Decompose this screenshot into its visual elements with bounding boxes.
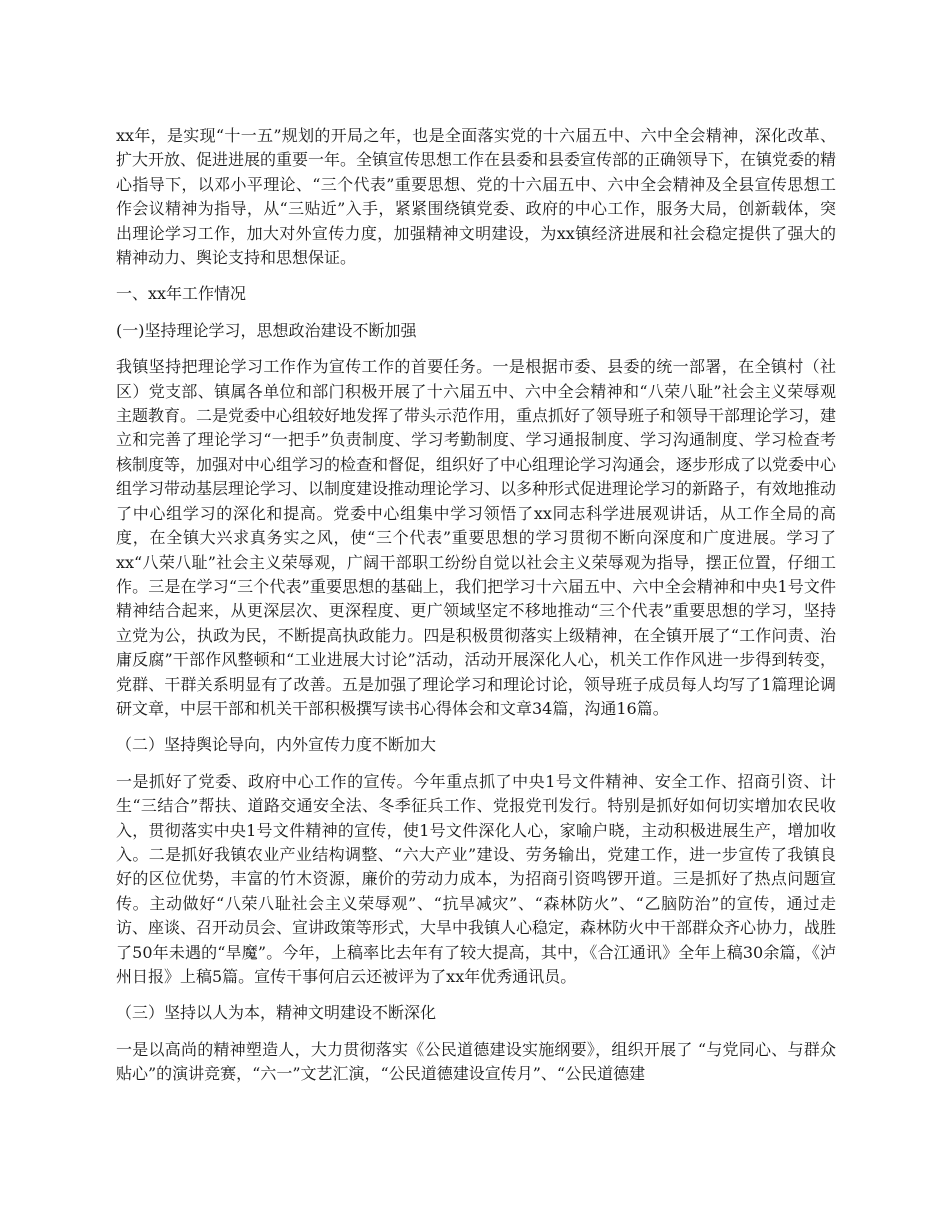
subsection-2-paragraph: 一是抓好了党委、政府中心工作的宣传。今年重点抓了中央1号文件精神、安全工作、招商引资、计生“三结合”帮扶、道路交通安全法、冬季征兵工作、党报党刊发行。特别是抓好如何切实增加农民收入，贯彻落实中央1号文件精神的宣传，使1号文件深化人心，家喻户晓，主动积极进展生产，增加收入。二是抓好我镇农业产业结构调整、“六大产业”建设、劳务输出，党建工作，进一步宣传了我镇良好的区位优势，丰富的竹木资源，廉价的劳动力成本，为招商引资鸣锣开道。三是抓好了热点问题宣传。主动做好“八荣八耻社会主义荣辱观”、“抗旱减灾”、“森林防火”、“乙脑防治”的宣传，通过走访、座谈、召开动员会、宣讲政策等形式，大旱中我镇人心稳定，森林防火中干部群众齐心协力，战胜了50年未遇的“旱魔”。今年，上稿率比去年有了较大提高，其中，《合江通讯》全年上稿30余篇，《泸州日报》上稿5篇。宣传干事何启云还被评为了xx年优秀通讯员。 — [116, 771, 837, 986]
subsection-1-paragraph: 我镇坚持把理论学习工作作为宣传工作的首要任务。一是根据市委、县委的统一部署，在全镇村（社区）党支部、镇属各单位和部门积极开展了十六届五中、六中全会精神和“八荣八耻”社会主义荣辱观主题教育。二是党委中心组较好地发挥了带头示范作用，重点抓好了领导班子和领导干部理论学习，建立和完善了理论学习“一把手”负责制度、学习考勤制度、学习通报制度、学习沟通制度、学习检查考核制度等，加强对中心组学习的检查和督促，组织好了中心组理论学习沟通会，逐步形成了以党委中心组学习带动基层理论学习、以制度建设推动理论学习、以多种形式促进理论学习的新路子，有效地推动了中心组学习的深化和提高。党委中心组集中学习领悟了xx同志科学进展观讲话，从工作全局的高度，在全镇大兴求真务实之风，使“三个代表”重要思想的学习贯彻不断向深度和广度进展。学习了xx“八荣八耻”社会主义荣辱观，广阔干部职工纷纷自觉以社会主义荣辱观为指导，摆正位置，仔细工作。三是在学习“三个代表”重要思想的基础上，我们把学习十六届五中、六中全会精神和中央1号文件精神结合起来，从更深层次、更深程度、更广领域坚定不移地推动“三个代表”重要思想的学习，坚持立党为公，执政为民，不断提高执政能力。四是积极贯彻落实上级精神，在全镇开展了“工作问责、治庸反腐”干部作风整顿和“工业进展大讨论”活动，活动开展深化人心，机关工作作风进一步得到转变，党群、干群关系明显有了改善。五是加强了理论学习和理论讨论，领导班子成员每人均写了1篇理论调研文章，中层干部和机关干部积极撰写读书心得体会和文章34篇，沟通16篇。 — [116, 357, 837, 718]
subsection-3-heading: （三）坚持以人为本，精神文明建设不断深化 — [116, 1003, 437, 1023]
intro-paragraph: xx年，是实现“十一五”规划的开局之年，也是全面落实党的十六届五中、六中全会精神，深化改革、扩大开放、促进进展的重要一年。全镇宣传思想工作在县委和县委宣传部的正确领导下，在镇党委的精心指导下，以邓小平理论、“三个代表”重要思想、党的十六届五中、六中全会精神及全县宣传思想工作会议精神为指导，从“三贴近”入手，紧紧围绕镇党委、政府的中心工作，服务大局，创新载体，突出理论学习工作，加大对外宣传力度，加强精神文明建设，为xx镇经济进展和社会稳定提供了强大的精神动力、舆论支持和思想保证。 — [116, 126, 837, 268]
document-page — [116, 124, 836, 1099]
subsection-1-heading: (一)坚持理论学习，思想政治建设不断加强 — [116, 320, 417, 340]
subsection-2-heading: （二）坚持舆论导向，内外宣传力度不断加大 — [116, 735, 437, 755]
subsection-3-paragraph: 一是以高尚的精神塑造人，大力贯彻落实《公民道德建设实施纲要》，组织开展了 “与党同心、与群众贴心”的演讲竞赛，“六一”文艺汇演，“公民道德建设宣传月”、“公民道德建 — [116, 1039, 836, 1084]
section-1-heading: 一、xx年工作情况 — [116, 284, 247, 304]
